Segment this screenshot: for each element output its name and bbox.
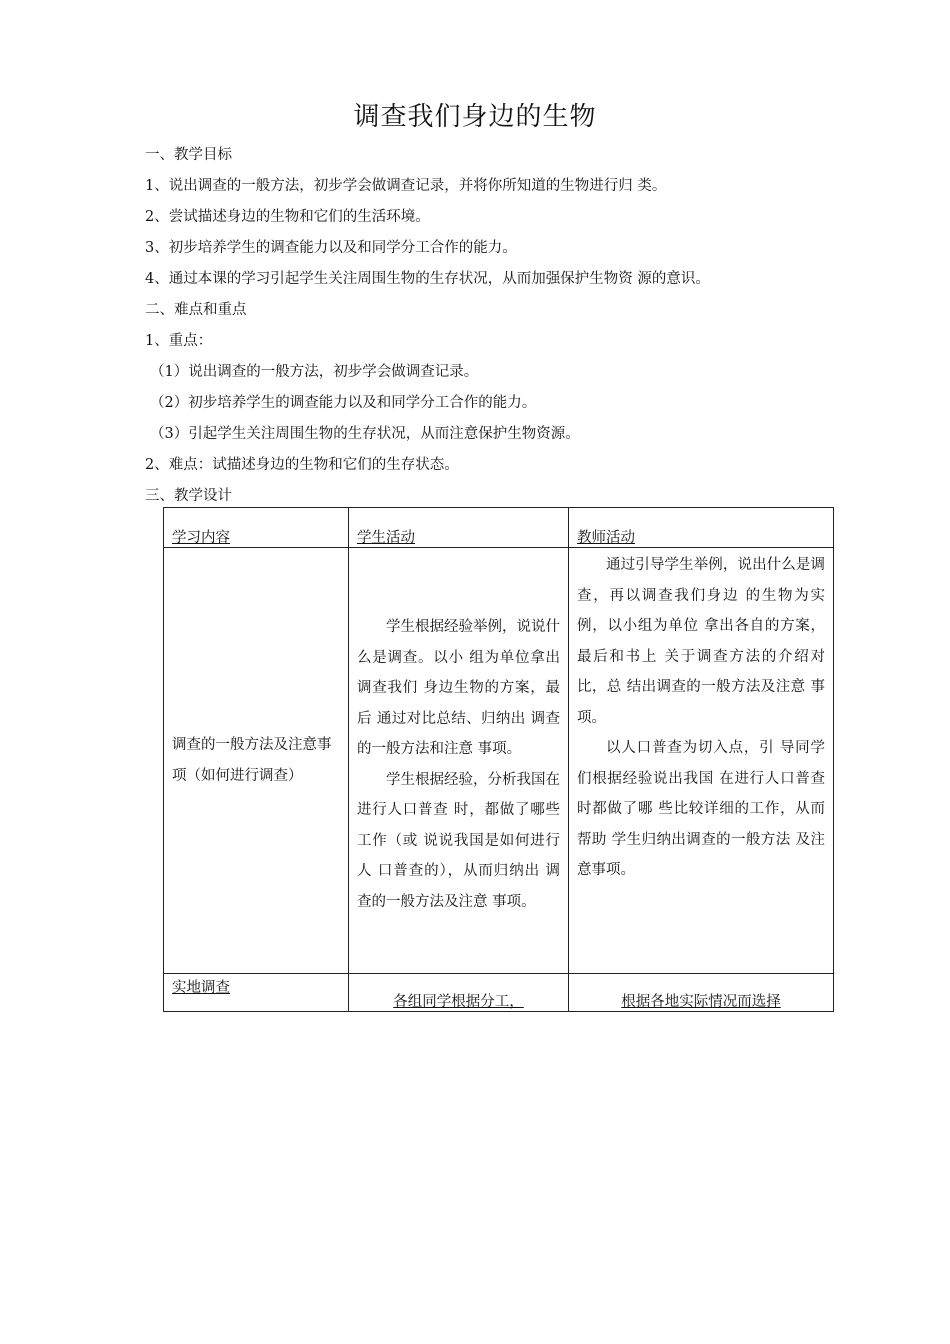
teacher-paragraph-1: 通过引导学生举例，说出什么是调查，再以调查我们身边 的生物为实例，以小组为单位 拿出各自的方案，最后和书上 关于调查方法的介绍对比，总 结出调查的一般方法及注意 事项。 bbox=[577, 557, 825, 726]
header-cell-content bbox=[164, 508, 349, 548]
header-student-label: 学生活动 bbox=[357, 530, 415, 546]
topic-cell-2 bbox=[164, 974, 349, 1012]
table-row bbox=[164, 974, 834, 1012]
topic-text-2: 实地调查 bbox=[172, 980, 230, 996]
header-cell-student bbox=[349, 508, 569, 548]
teacher-text-2: 根据各地实际情况而选择 bbox=[621, 994, 781, 1010]
teaching-design-table bbox=[163, 507, 834, 1012]
table-row bbox=[164, 548, 834, 974]
keypoints-heading: 二、难点和重点 bbox=[145, 302, 247, 318]
key-label: 1、重点： bbox=[145, 333, 213, 349]
document-title: 调查我们身边的生物 bbox=[353, 102, 597, 132]
difficulty-line: 2、难点：试描述身边的生物和它们的生存状态。 bbox=[145, 457, 459, 473]
student-activity-cell-2 bbox=[349, 974, 569, 1012]
header-teacher-label: 教师活动 bbox=[577, 530, 635, 546]
key-item-3: （3）引起学生关注周围生物的生存状况，从而注意保护生物资源。 bbox=[150, 426, 580, 442]
header-cell-teacher bbox=[569, 508, 834, 548]
teacher-paragraph-2: 以人口普查为切入点，引 导同学们根据经验说出我国 在进行人口普查时都做了哪 些比较详细的工作，从而帮助 学生归纳出调查的一般方法 及注意事项。 bbox=[577, 740, 825, 878]
design-heading: 三、教学设计 bbox=[145, 488, 232, 504]
table-header-row bbox=[164, 508, 834, 548]
topic-cell bbox=[164, 548, 349, 974]
objective-item-4: 4、通过本课的学习引起学生关注周围生物的生存状况，从而加强保护生物资 源的意识。 bbox=[145, 271, 710, 287]
student-paragraph-1: 学生根据经验举例，说说什么是调查。以小 组为单位拿出调查我们 身边生物的方案，最后 通过对比总结、归纳出 调查的一般方法和注意 事项。 bbox=[357, 619, 560, 757]
student-activity-cell bbox=[349, 548, 569, 974]
topic-text: 调查的一般方法及注意事项（如何进行调查） bbox=[172, 736, 332, 784]
teacher-activity-cell-2 bbox=[569, 974, 834, 1012]
key-item-2: （2）初步培养学生的调查能力以及和同学分工合作的能力。 bbox=[150, 395, 537, 411]
teacher-activity-cell bbox=[569, 548, 834, 974]
student-text-2: 各组同学根据分工， bbox=[393, 994, 524, 1010]
objectives-heading: 一、教学目标 bbox=[145, 147, 232, 163]
objective-item-1: 1、说出调查的一般方法，初步学会做调查记录，并将你所知道的生物进行归 类。 bbox=[145, 178, 667, 194]
objective-item-3: 3、初步培养学生的调查能力以及和同学分工合作的能力。 bbox=[145, 240, 517, 256]
objective-item-2: 2、尝试描述身边的生物和它们的生活环境。 bbox=[145, 209, 430, 225]
student-paragraph-2: 学生根据经验，分析我国在进行人口普查 时，都做了哪些工作（或 说说我国是如何进行人 口普查的），从而归纳出 调查的一般方法及注意 事项。 bbox=[357, 771, 560, 910]
key-item-1: （1）说出调查的一般方法，初步学会做调查记录。 bbox=[150, 364, 479, 380]
header-content-label: 学习内容 bbox=[172, 530, 230, 546]
